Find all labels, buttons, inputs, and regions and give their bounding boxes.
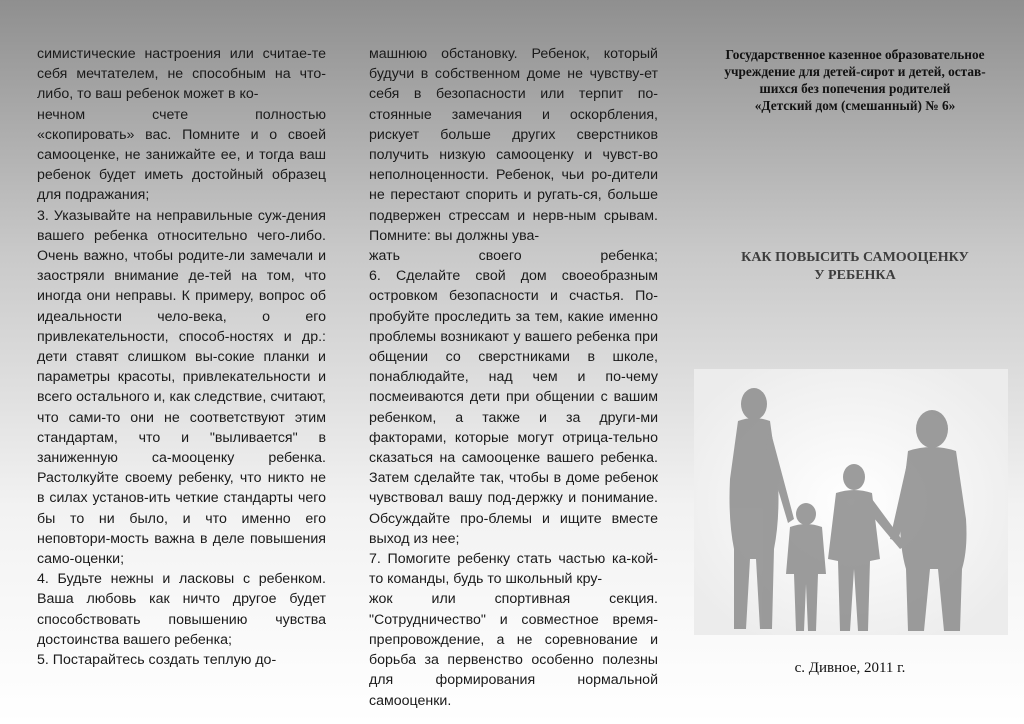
organization-line: «Детский дом (смешанный) № 6» — [754, 98, 956, 113]
family-silhouette-icon — [694, 369, 1008, 635]
paragraph: симистические настроения или считае-те себя мечтателем, не способным на что-либо, то ваш ребенок может в ко- — [37, 46, 326, 103]
paragraph: нечном счете полностью — [37, 106, 326, 123]
organization-header — [690, 46, 1020, 114]
paragraph: «скопировать» вас. Помните и о своей самооценке, не занижайте ее, и тогда ваш ребенок будет иметь достойный образец для подражания; — [37, 126, 326, 204]
paragraph: жать своего ребенка; — [369, 248, 658, 265]
title-line: У РЕБЕНКА — [814, 268, 896, 283]
place-and-year: с. Дивное, 2011 г. — [794, 660, 906, 676]
paragraph: 6. Сделайте свой дом своеобразным островком безопасности и счастья. По-пробуйте проследить за тем, какие именно проблемы возникают у вашего ребенка при общении со сверстниками в школе, понаблюдайте, над чем и по-чему посмеиваются дети при общении с вашим ребенком, а также и за други-ми факторами, которые могут отрица-тельно сказаться на самооценке вашего ребенка. Затем сделайте так, чтобы в доме ребенок чувствовал вашу под-держку и понимание. Обсуждайте про-блемы и ищите вместе выход из нее; — [369, 268, 658, 547]
organization-line: шихся без попечения родителей — [759, 81, 951, 96]
text-column-2 — [369, 44, 658, 711]
brochure-title — [690, 249, 1020, 285]
paragraph: 4. Будьте нежны и ласковы с ребенком. Ваша любовь как ничто другое будет способствовать повышению чувства достоинства вашего ребенка; — [37, 571, 326, 648]
organization-line: учреждение для детей-сирот и детей, остав- — [724, 64, 986, 79]
paragraph: 7. Помогите ребенку стать частью ка-кой-то команды, будь то школьный кру- — [369, 551, 658, 588]
title-line: КАК ПОВЫСИТЬ САМООЦЕНКУ — [741, 250, 969, 265]
paragraph: 3. Указывайте на неправильные суж-дения вашего ребенка относительно чего-либо. Очень важно, чтобы родите-ли замечали и заостряли внимание де-тей на том, что иногда они неправы. К примеру, вопрос об идеальности чело-века, о его привлекательности, способ-ностях и др.: дети ставят слишком вы-сокие планки и параметры красоты, привлекательности и всего остального и, как следствие, считают, что сами-то они не соответствуют этим стандартам, что и "выливается" в заниженную са-мооценку ребенка. Растолкуйте своему ребенку, что никто не в силах установ-ить четкие стандарты чего бы то ни было, и что именно его неповтори-мость важна в деле повышения само-оценки; — [37, 207, 326, 568]
text-column-1 — [37, 44, 326, 670]
paragraph: жок или спортивная секция. — [369, 591, 658, 608]
paragraph: 5. Постарайтесь создать теплую до- — [37, 652, 277, 669]
paragraph: машнюю обстановку. Ребенок, который будучи в собственном доме не чувству-ет себя в безопасности или терпит по-стоянные замечания и оскорбления, рискует больше других сверстников получить низкую самооценку и чувст-во неполноценности. Ребенок, чьи ро-дители не перестают спорить и ругать-ся, больше подвержен стрессам и нерв-ным срывам. Помните: вы должны ува- — [369, 46, 658, 244]
paragraph: "Сотрудничество" и совместное время-препровождение, а не соревнование и борьба за первенство особенно полезны для формирования нормальной самооценки. — [369, 611, 658, 709]
organization-line: Государственное казенное образовательное — [725, 47, 985, 62]
